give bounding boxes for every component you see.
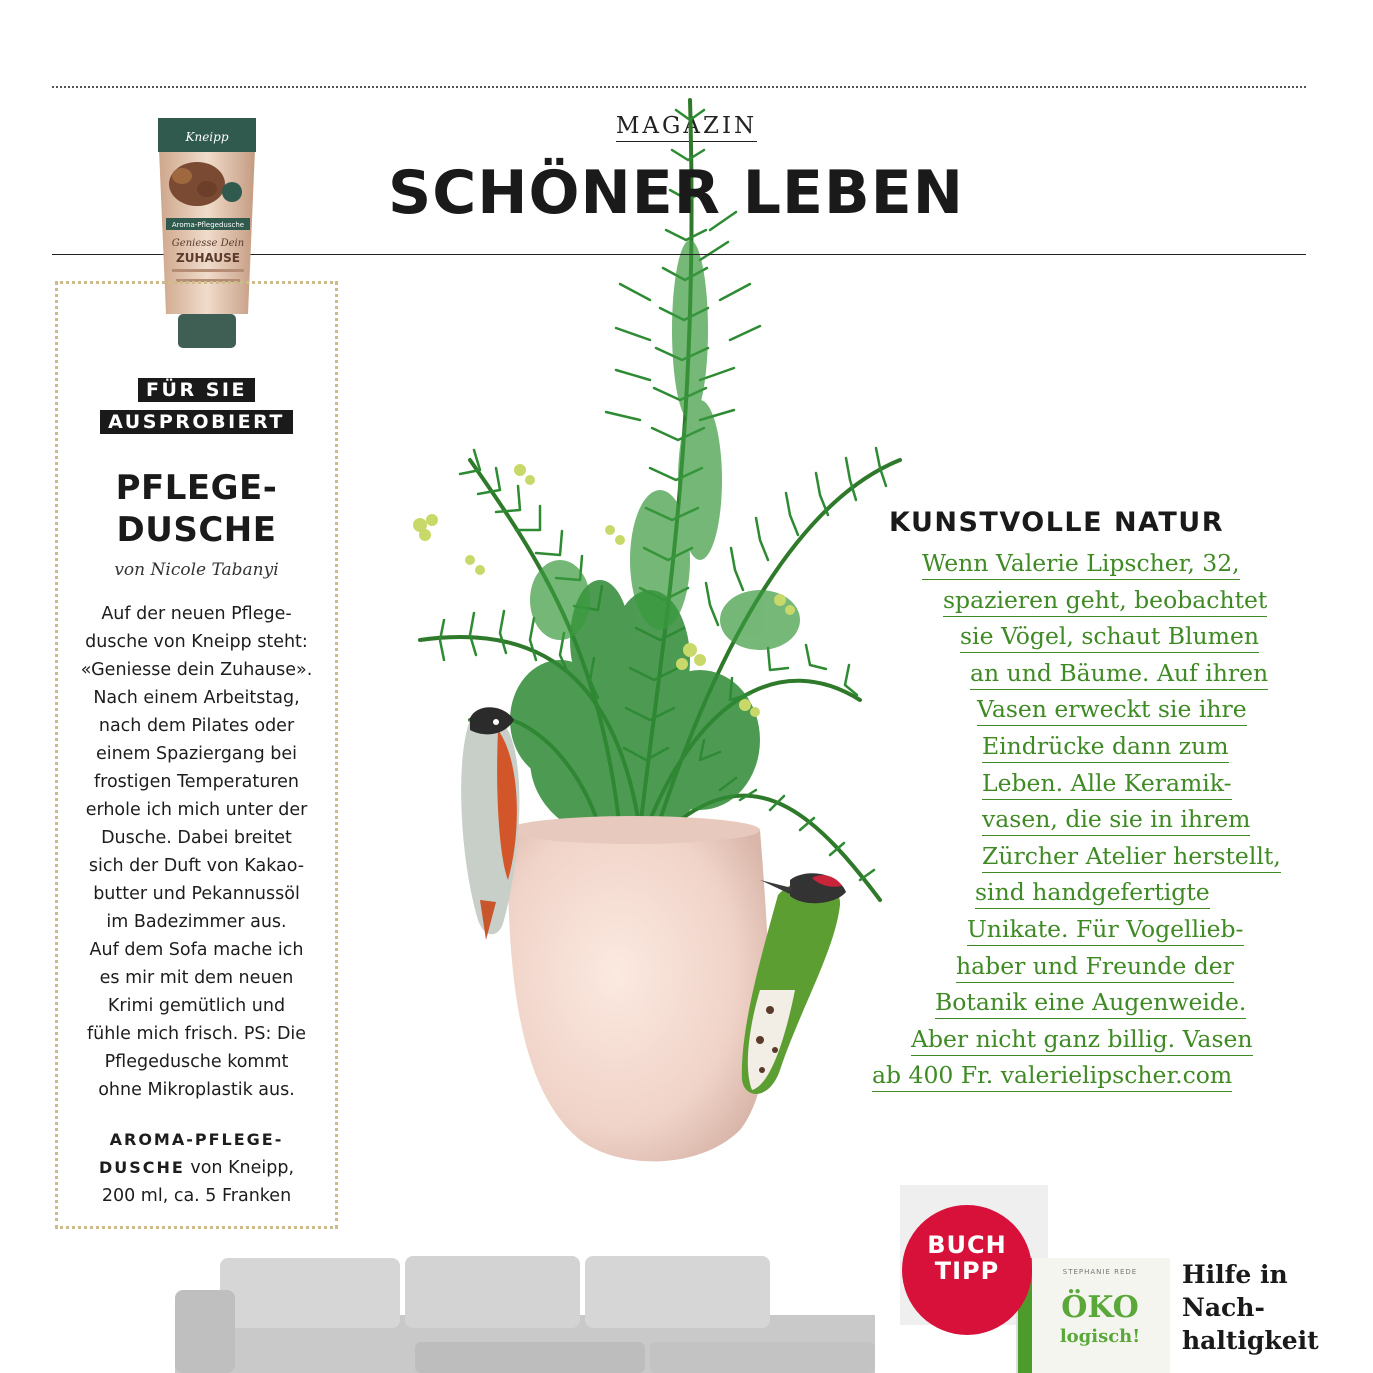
review-body-line: fühle mich frisch. PS: Die — [86, 1024, 307, 1044]
svg-text:Aroma-Pflegedusche: Aroma-Pflegedusche — [171, 221, 245, 229]
review-body-line: frostigen Temperaturen — [94, 772, 299, 792]
article-line[interactable]: ab 400 Fr. valerielipscher.com — [872, 1059, 1232, 1092]
top-dotted-rule — [52, 86, 1306, 88]
article-line[interactable]: Botanik eine Augenweide. — [935, 986, 1246, 1019]
section-kicker: MAGAZIN — [0, 113, 1373, 139]
page-headline: SCHÖNER LEBEN — [388, 158, 964, 228]
article-line[interactable]: Aber nicht ganz billig. Vasen — [911, 1023, 1253, 1056]
review-body-line: erhole ich mich unter der — [85, 800, 308, 820]
article-line[interactable]: Eindrücke dann zum — [982, 730, 1229, 763]
review-badge-line1: FÜR SIE — [0, 378, 393, 402]
article-line[interactable]: sie Vögel, schaut Blumen — [960, 620, 1259, 653]
book-caption: Hilfe in Nach- haltigkeit — [1182, 1260, 1319, 1355]
review-body-line: Auf der neuen Pflege- — [101, 604, 292, 624]
review-body-line: sich der Duft von Kakao- — [88, 856, 305, 876]
review-body-line: Dusche. Dabei breitet — [101, 828, 292, 848]
book-cover-title: ÖKO — [1061, 1290, 1139, 1325]
review-title: PFLEGE- DUSCHE — [115, 468, 278, 550]
review-body-line: einem Spaziergang bei — [95, 744, 298, 764]
review-body — [64, 600, 329, 1104]
review-body-line: im Badezimmer aus. — [106, 912, 287, 932]
article-line[interactable]: Wenn Valerie Lipscher, 32, — [922, 547, 1240, 580]
review-author: von Nicole Tabanyi — [114, 560, 279, 580]
article-line[interactable]: sind handgefertigte — [975, 876, 1210, 909]
article-line[interactable]: an und Bäume. Auf ihren — [970, 657, 1268, 690]
review-body-line: Pflegedusche kommt — [104, 1052, 289, 1072]
book-cover-author: STEPHANIE REDE — [1062, 1268, 1138, 1276]
sofa-image — [175, 1250, 875, 1373]
review-body-line: ohne Mikroplastik aus. — [98, 1080, 295, 1100]
review-body-line: butter und Pekannussöl — [93, 884, 300, 904]
review-product-info: AROMA-PFLEGE- DUSCHE von Kneipp, 200 ml, ca. 5 Franken — [98, 1130, 295, 1206]
article-line[interactable]: vasen, die sie in ihrem — [982, 803, 1250, 836]
article-title: KUNSTVOLLE NATUR — [889, 507, 1224, 538]
review-body-line: Krimi gemütlich und — [107, 996, 286, 1016]
review-badge-line2: AUSPROBIERT — [0, 410, 393, 434]
article-line[interactable]: haber und Freunde der — [956, 950, 1234, 983]
article-line[interactable]: Vasen erweckt sie ihre — [977, 693, 1247, 726]
review-body-line: «Geniesse dein Zuhause». — [80, 660, 313, 680]
review-body-line: dusche von Kneipp steht: — [85, 632, 308, 652]
review-body-line: nach dem Pilates oder — [98, 716, 295, 736]
svg-text:ZUHAUSE: ZUHAUSE — [176, 251, 240, 265]
svg-text:Kneipp: Kneipp — [185, 130, 229, 144]
book-cover-subtitle: logisch! — [1059, 1326, 1141, 1347]
article-line[interactable]: spazieren geht, beobachtet — [943, 584, 1267, 617]
review-body-line: Nach einem Arbeitstag, — [93, 688, 300, 708]
article-line[interactable]: Leben. Alle Keramik- — [982, 767, 1232, 800]
svg-text:Geniesse Dein: Geniesse Dein — [171, 238, 245, 249]
review-body-line: Auf dem Sofa mache ich — [89, 940, 304, 960]
review-body-line: es mir mit dem neuen — [99, 968, 294, 988]
buch-tipp-badge: BUCH TIPP — [902, 1205, 1032, 1335]
article-line[interactable]: Zürcher Atelier herstellt, — [982, 840, 1281, 873]
article-line[interactable]: Unikate. Für Vogellieb- — [967, 913, 1244, 946]
